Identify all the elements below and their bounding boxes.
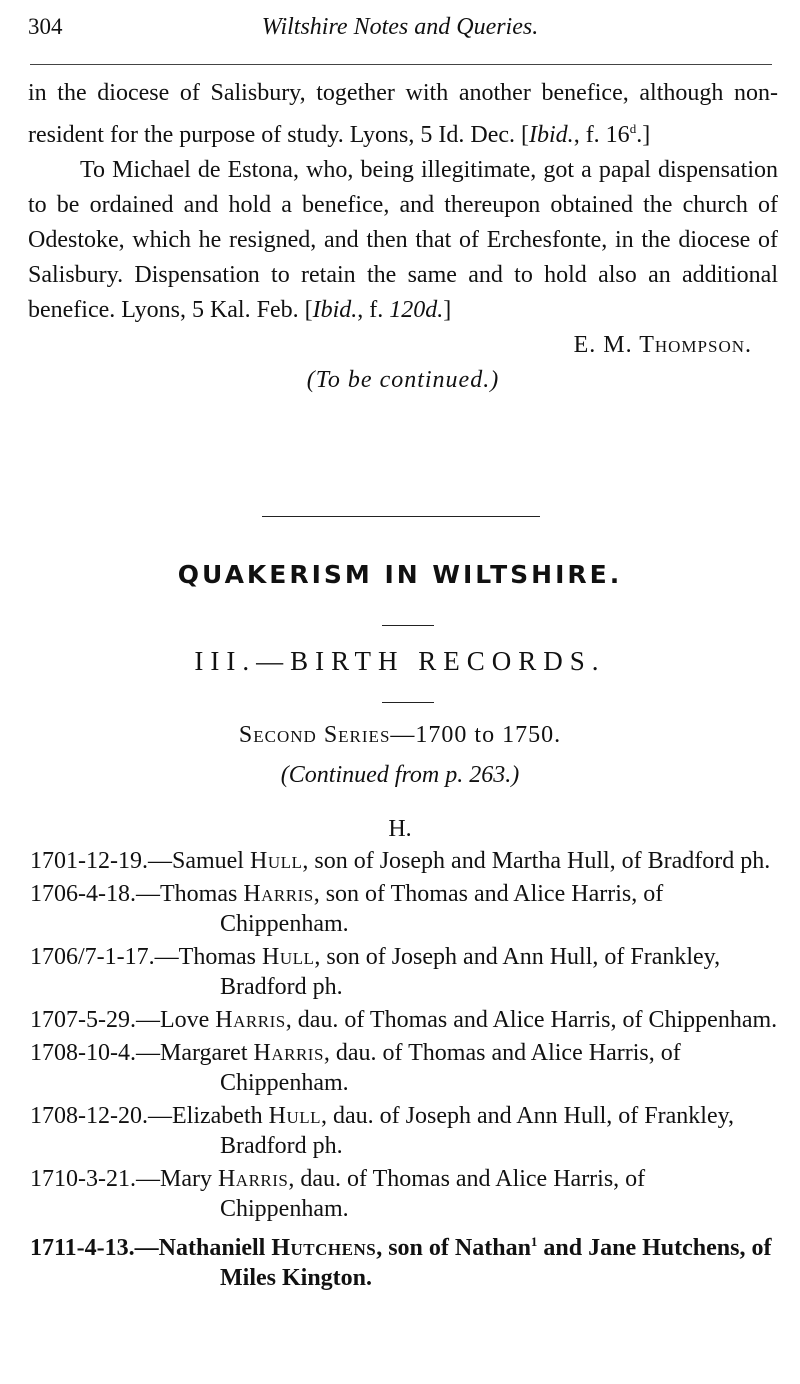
birth-record: 1706/7-1-17.—Thomas Hull, son of Joseph and Ann Hull, of Frankley, Bradford ph. bbox=[30, 944, 721, 1000]
running-title: Wiltshire Notes and Queries. bbox=[261, 14, 539, 40]
birth-record: 1710-3-21.—Mary Harris, dau. of Thomas and Alice Harris, of Chippenham. bbox=[30, 1166, 646, 1222]
birth-record: 1706-4-18.—Thomas Harris, son of Thomas and Alice Harris, of Chippenham. bbox=[30, 881, 664, 937]
preceding-article-text bbox=[28, 76, 778, 398]
paragraph-1: in the diocese of Salisbury, together with another benefice, although non-resident for the purpose of study. Lyons, 5 Id. Dec. [Ibid., f. 16$^d$.] bbox=[28, 80, 778, 148]
title-rule bbox=[382, 625, 434, 626]
series-heading: Second Series—1700 to 1750. bbox=[238, 722, 562, 748]
birth-record: 1701-12-19.—Samuel Hull, son of Joseph and Martha Hull, of Bradford ph. bbox=[30, 848, 771, 874]
page-number: 304 bbox=[28, 14, 63, 39]
birth-record: 1708-10-4.—Margaret Harris, dau. of Thomas and Alice Harris, of Chippenham. bbox=[30, 1040, 681, 1096]
birth-record: 1711-4-13.—Nathaniell Hutchens, son of Nathan$^1$ and Jane Hutchens, of Miles Kington. bbox=[30, 1234, 772, 1291]
birth-records-list bbox=[30, 846, 778, 1296]
paragraph-2: To Michael de Estona, who, being illegitimate, got a papal dispensation to be ordained and hold a benefice, and thereupon obtained the church of Odestoke, which he resigned, and then that of Erchesfonte, in the diocese of Salisbury. Dispensation to retain the same and to hold also an additional benefice. Lyons, 5 Kal. Feb. [Ibid., f. 120d.] bbox=[28, 157, 778, 323]
birth-record: 1708-12-20.—Elizabeth Hull, dau. of Joseph and Ann Hull, of Frankley, Bradford ph. bbox=[30, 1103, 735, 1159]
subsection-title: III.—BIRTH RECORDS. bbox=[194, 646, 606, 676]
section-title: QUAKERISM IN WILTSHIRE. bbox=[177, 560, 623, 589]
continued-from-note: (Continued from p. 263.) bbox=[280, 762, 520, 788]
subtitle-rule bbox=[382, 702, 434, 703]
header-rule bbox=[30, 64, 772, 65]
birth-record: 1707-5-29.—Love Harris, dau. of Thomas and Alice Harris, of Chippenham. bbox=[30, 1007, 778, 1033]
to-be-continued-note: (To be continued.) bbox=[306, 367, 500, 393]
section-divider bbox=[262, 516, 540, 517]
author-signature: E. M. Thompson. bbox=[573, 332, 752, 358]
page-header bbox=[28, 14, 772, 48]
letter-heading: H. bbox=[388, 816, 412, 842]
